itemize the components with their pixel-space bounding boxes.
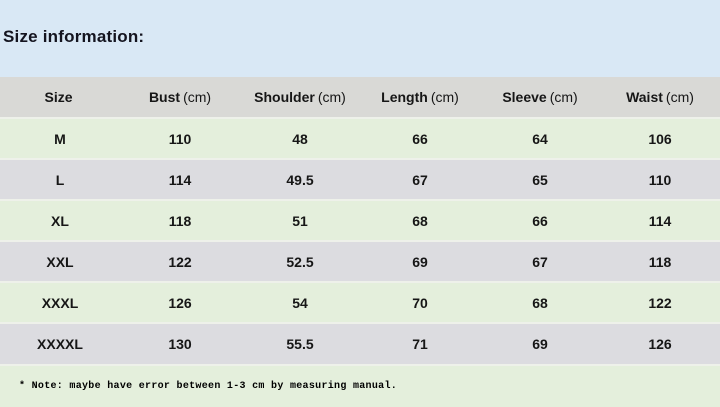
column-label: Length [381, 89, 428, 105]
column-unit: (cm) [183, 89, 212, 105]
sleeve-cell: 69 [480, 323, 600, 364]
table-row-l [0, 159, 720, 200]
column-header-shoulder [240, 77, 360, 118]
size-cell: XXL [0, 241, 120, 282]
column-unit: (cm) [317, 89, 346, 105]
table-row-m [0, 118, 720, 159]
size-cell: M [0, 118, 120, 159]
table-row-xl [0, 200, 720, 241]
waist-cell: 122 [600, 282, 720, 323]
length-cell: 66 [360, 118, 480, 159]
column-label: Shoulder [254, 89, 315, 105]
shoulder-cell: 54 [240, 282, 360, 323]
shoulder-cell: 55.5 [240, 323, 360, 364]
waist-cell: 114 [600, 200, 720, 241]
column-header-length [360, 77, 480, 118]
length-cell: 71 [360, 323, 480, 364]
note-band [0, 364, 720, 407]
table-row-xxl [0, 241, 720, 282]
column-unit: (cm) [549, 89, 578, 105]
column-label: Bust [148, 89, 181, 105]
sleeve-cell: 68 [480, 282, 600, 323]
header-row [0, 77, 720, 118]
bust-cell: 114 [120, 159, 240, 200]
shoulder-cell: 48 [240, 118, 360, 159]
sleeve-cell: 67 [480, 241, 600, 282]
column-header-sleeve [480, 77, 600, 118]
table-row-xxxxl [0, 323, 720, 364]
size-table [0, 77, 720, 364]
column-unit: (cm) [430, 89, 459, 105]
size-table-header [0, 77, 720, 118]
waist-cell: 126 [600, 323, 720, 364]
size-cell: XL [0, 200, 120, 241]
column-header-waist [600, 77, 720, 118]
title-band [0, 0, 720, 77]
length-cell: 68 [360, 200, 480, 241]
length-cell: 69 [360, 241, 480, 282]
bust-cell: 130 [120, 323, 240, 364]
waist-cell: 118 [600, 241, 720, 282]
measurement-note: * Note: maybe have error between 1-3 cm by measuring manual. [19, 381, 398, 392]
sleeve-cell: 65 [480, 159, 600, 200]
page-title: Size information: [3, 26, 145, 46]
bust-cell: 110 [120, 118, 240, 159]
length-cell: 67 [360, 159, 480, 200]
size-cell: L [0, 159, 120, 200]
size-table-body [0, 118, 720, 364]
size-cell: XXXXL [0, 323, 120, 364]
column-unit: (cm) [665, 89, 694, 105]
length-cell: 70 [360, 282, 480, 323]
column-label: Size [44, 89, 73, 105]
bust-cell: 126 [120, 282, 240, 323]
sleeve-cell: 64 [480, 118, 600, 159]
shoulder-cell: 51 [240, 200, 360, 241]
table-row-xxxl [0, 282, 720, 323]
waist-cell: 106 [600, 118, 720, 159]
column-header-size [0, 77, 120, 118]
column-header-bust [120, 77, 240, 118]
shoulder-cell: 52.5 [240, 241, 360, 282]
shoulder-cell: 49.5 [240, 159, 360, 200]
column-label: Sleeve [502, 89, 547, 105]
bust-cell: 122 [120, 241, 240, 282]
size-cell: XXXL [0, 282, 120, 323]
bust-cell: 118 [120, 200, 240, 241]
column-label: Waist [626, 89, 663, 105]
waist-cell: 110 [600, 159, 720, 200]
sleeve-cell: 66 [480, 200, 600, 241]
